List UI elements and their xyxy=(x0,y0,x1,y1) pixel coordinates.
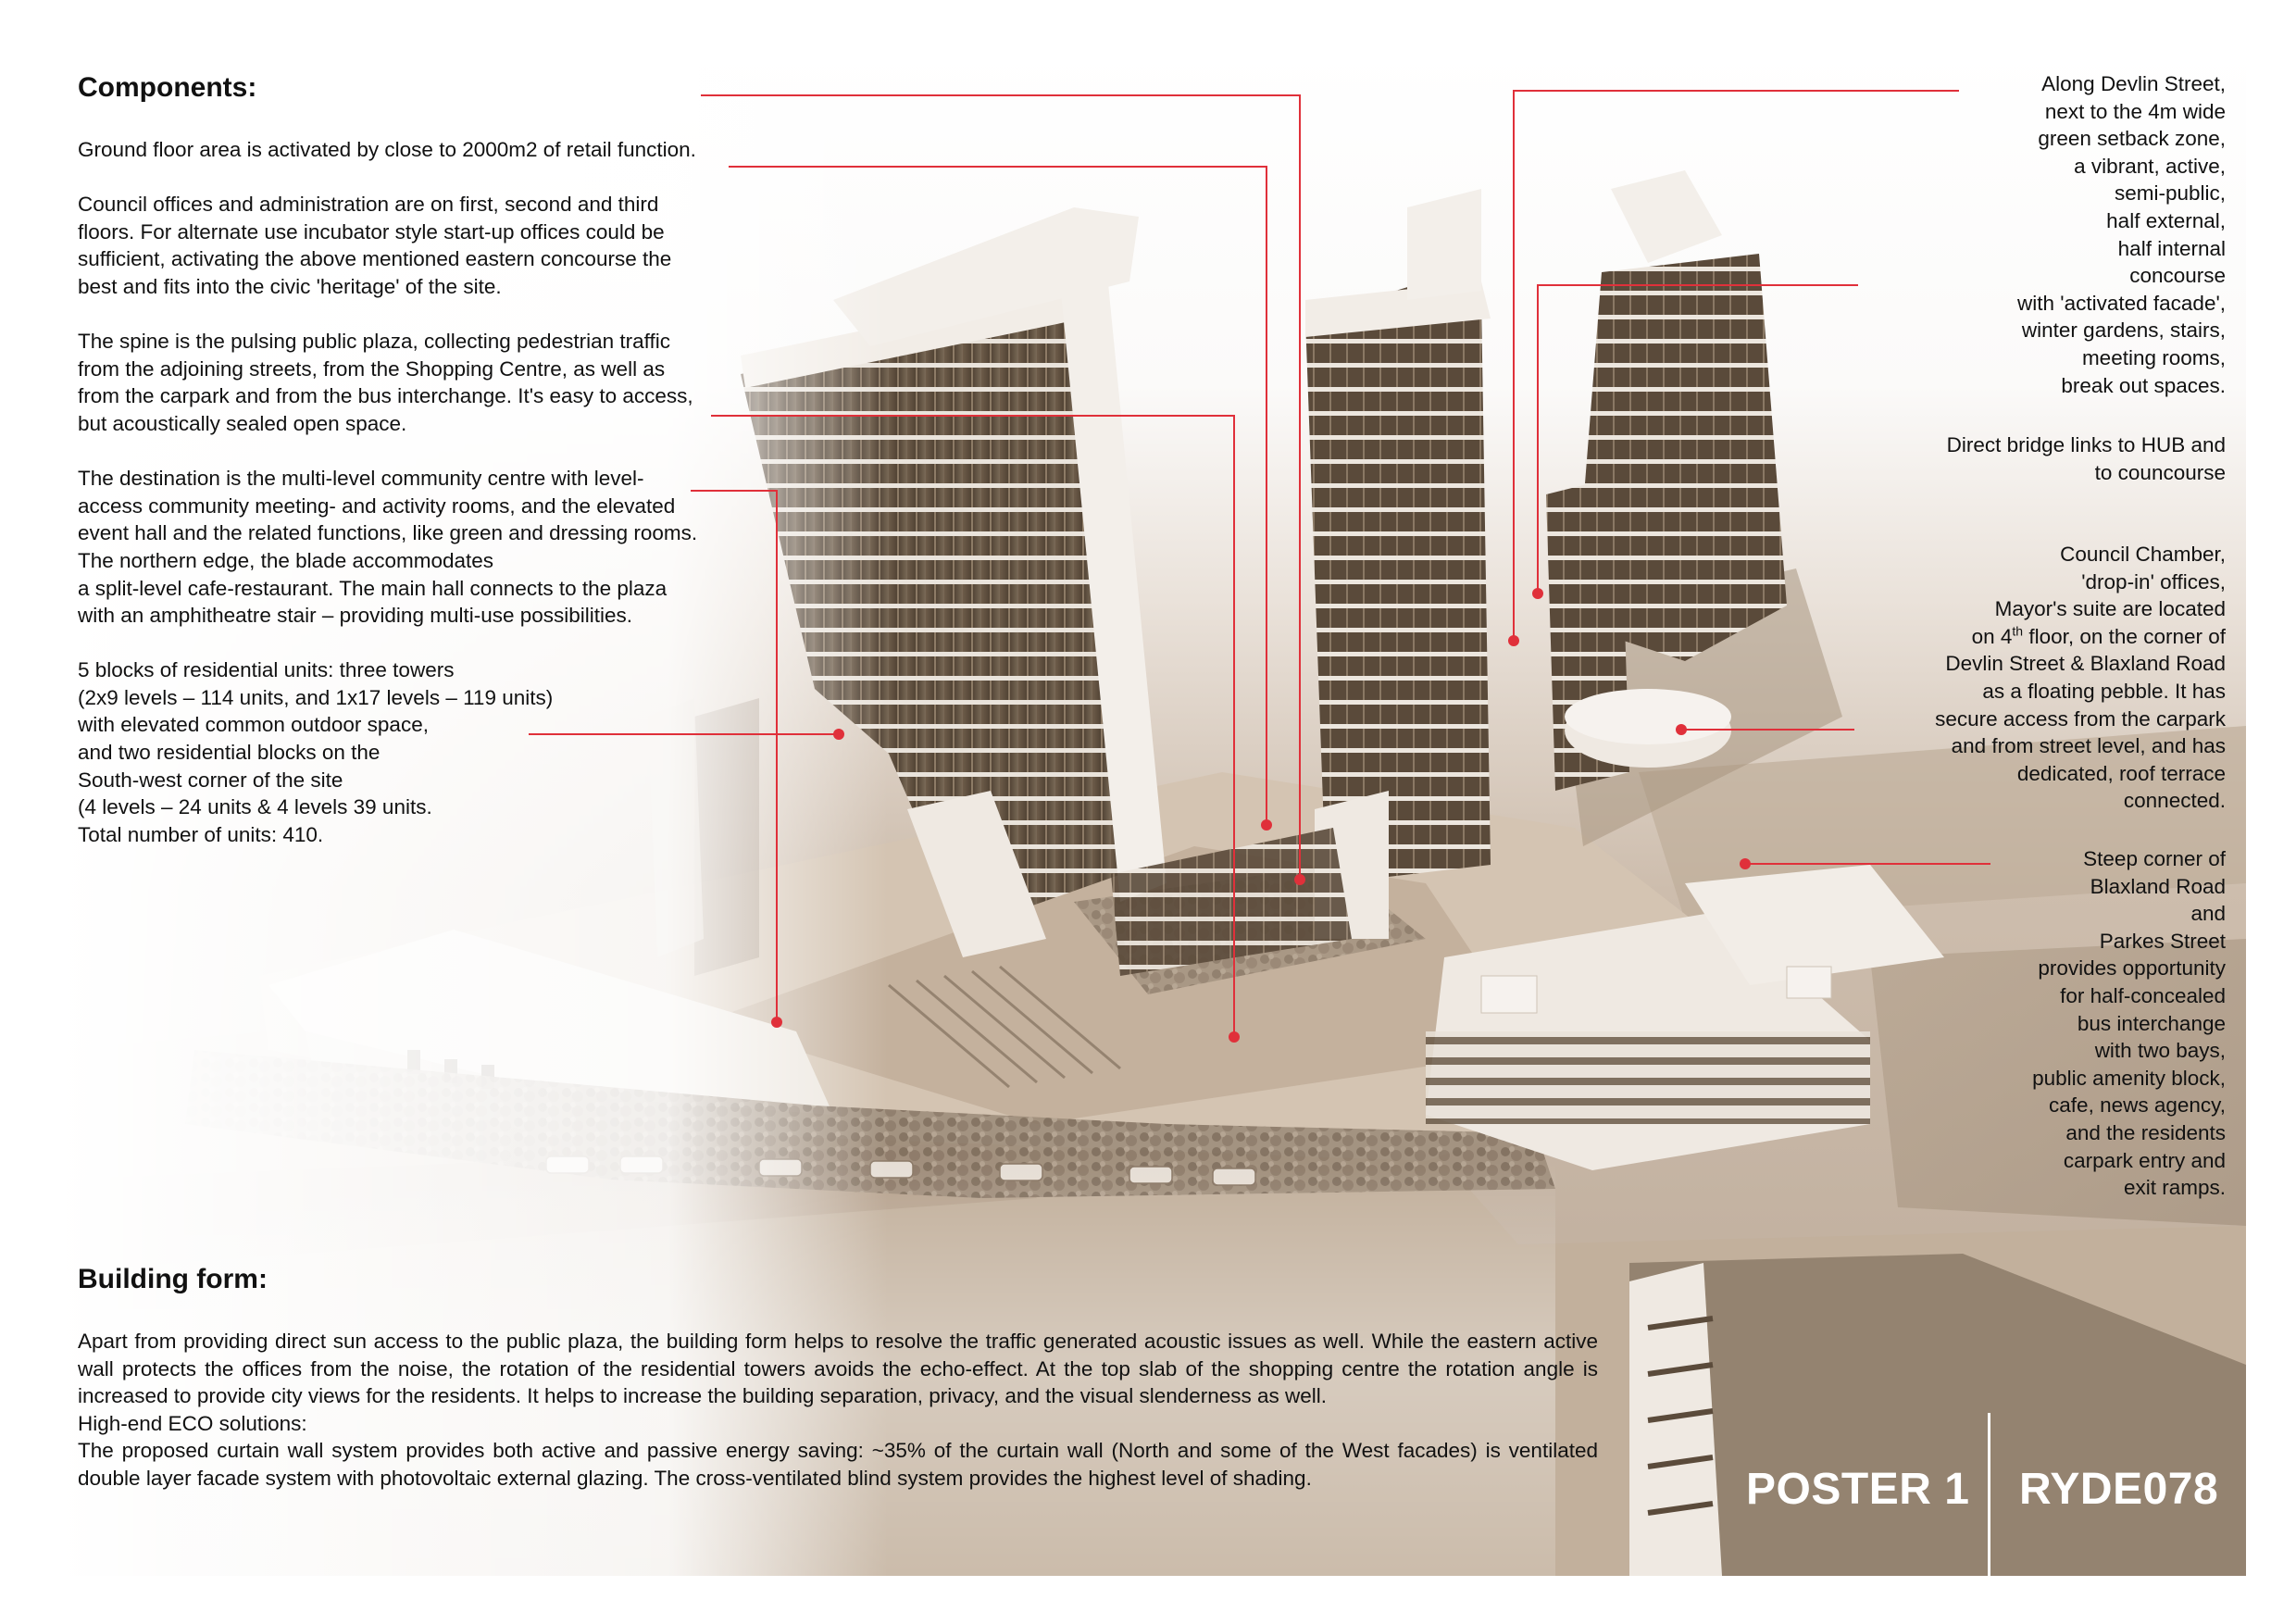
components-residential-line-1: 5 blocks of residential units: three towers xyxy=(78,658,455,682)
ordinal-superscript: th xyxy=(2012,623,2024,639)
annotation-bus-interchange xyxy=(1837,845,2226,1202)
leader-line-council-offices xyxy=(729,167,1267,825)
poster-number: POSTER 1 xyxy=(1746,1465,1970,1514)
components-council-offices: Council offices and administration are on first, second and third floors. For alternate use incubator style start-up offices could be sufficient, activating the above mentioned eastern concourse the best and fits into the civic 'heritage' of the site. xyxy=(78,193,672,298)
devlin-line: with 'activated facade', xyxy=(2017,291,2226,315)
steep-line: public amenity block, xyxy=(2032,1066,2226,1090)
components-residential-line-2: (2x9 levels – 114 units, and 1x17 levels – 119 units) xyxy=(78,685,554,709)
marker-bus-interchange xyxy=(1740,858,1751,869)
steep-line: Parkes Street xyxy=(2099,929,2226,953)
components-public-plaza: The spine is the pulsing public plaza, collecting pedestrian traffic from the adjoining streets, from the Shopping Centre, as well as from the carpark and from the bus interchange. It's easy to access, but acoustically sealed open space. xyxy=(78,330,693,435)
annotation-bridge-links xyxy=(1837,431,2226,486)
devlin-line: Along Devlin Street, xyxy=(2041,72,2226,95)
steep-line: Blaxland Road xyxy=(2090,874,2226,898)
branding-divider xyxy=(1988,1413,1990,1576)
building-form-text xyxy=(78,1328,1598,1493)
leader-line-bridge-links xyxy=(1538,285,1858,593)
leader-line-public-plaza xyxy=(711,416,1234,1037)
marker-council-chamber xyxy=(1676,724,1687,735)
components-cafe-restaurant: a split-level cafe-restaurant. The main hall connects to the plaza with an amphitheatre stair – providing multi-use possibilities. xyxy=(78,576,668,628)
steep-line: Steep corner of xyxy=(2083,847,2226,870)
chamber-line: 'drop-in' offices, xyxy=(2081,569,2226,593)
devlin-line: a vibrant, active, xyxy=(2074,154,2226,178)
steep-line: with two bays, xyxy=(2094,1039,2226,1063)
devlin-line: winter gardens, stairs, xyxy=(2021,319,2226,343)
building-form-paragraph: Apart from providing direct sun access to the public plaza, the building form helps to resolve the traffic generated acoustic issues as well. While the eastern active wall protects the offices from the noise, the rotation of the residential towers avoids the echo-effect. At the top slab of the shopping centre the rotation angle is increased to provide city views for the residents. It helps to increase the building separation, privacy, and the visual slenderness as well. xyxy=(78,1330,1598,1408)
chamber-line xyxy=(1837,623,2226,651)
eco-solutions-subheading: High-end ECO solutions: xyxy=(78,1411,307,1435)
steep-line: for half-concealed xyxy=(2060,983,2226,1007)
components-retail: Ground floor area is activated by close to 2000m2 of retail function. xyxy=(78,138,696,161)
chamber-line: connected. xyxy=(2123,789,2226,813)
devlin-line: green setback zone, xyxy=(2038,127,2226,151)
components-residential-line-5: South-west corner of the site xyxy=(78,768,343,792)
bridge-line: Direct bridge links to HUB and xyxy=(1946,433,2226,456)
bridge-line: to councourse xyxy=(2094,460,2226,484)
chamber-line: Council Chamber, xyxy=(2060,543,2226,566)
marker-devlin-concourse xyxy=(1508,635,1519,646)
annotation-council-chamber xyxy=(1837,541,2226,815)
chamber-line: as a floating pebble. It has xyxy=(1982,679,2226,703)
eco-solutions-paragraph: The proposed curtain wall system provides both active and passive energy saving: ~35% of the curtain wall (North and some of the West facades) is ventilated double layer facade system with photovoltaic external glazing. The cross-ventilated blind system provides the highest level of shading. xyxy=(78,1439,1598,1490)
chamber-line-suffix: floor, on the corner of xyxy=(2023,624,2226,648)
components-residential-line-4: and two residential blocks on the xyxy=(78,741,381,765)
devlin-line: concourse xyxy=(2129,264,2226,288)
steep-line: cafe, news agency, xyxy=(2049,1093,2226,1118)
chamber-line: and from street level, and has xyxy=(1951,734,2226,758)
chamber-line: dedicated, roof terrace xyxy=(2016,761,2226,785)
chamber-line: Devlin Street & Blaxland Road xyxy=(1945,652,2226,676)
devlin-line: half internal xyxy=(2117,236,2226,260)
building-form-heading: Building form: xyxy=(78,1264,268,1294)
marker-retail xyxy=(1294,874,1305,885)
chamber-line-prefix: on 4 xyxy=(1971,624,2013,648)
steep-line: and the residents xyxy=(2065,1120,2226,1144)
chamber-line: Mayor's suite are located xyxy=(1994,597,2226,621)
steep-line: provides opportunity xyxy=(2038,956,2226,981)
components-residential-line-6: (4 levels – 24 units & 4 levels 39 units. xyxy=(78,795,432,819)
chamber-line: secure access from the carpark xyxy=(1935,706,2226,731)
components-community-centre: The destination is the multi-level community centre with level-access community meeting- and activity rooms, and the elevated event hall and the related functions, like green and dressing rooms. The northern edge, the blade accommodates xyxy=(78,467,698,572)
entry-code: RYDE078 xyxy=(2019,1465,2219,1514)
marker-residential-towers xyxy=(833,729,844,740)
devlin-line: break out spaces. xyxy=(2061,373,2226,397)
components-residential-line-7: Total number of units: 410. xyxy=(78,822,324,846)
marker-bridge-links xyxy=(1532,588,1543,599)
steep-line: carpark entry and xyxy=(2063,1148,2226,1172)
steep-line: bus interchange xyxy=(2077,1011,2226,1035)
poster xyxy=(56,50,2246,1576)
components-residential-line-3: with elevated common outdoor space, xyxy=(78,713,429,737)
steep-line: exit ramps. xyxy=(2123,1176,2226,1200)
devlin-line: semi-public, xyxy=(2114,181,2226,206)
annotation-devlin-concourse xyxy=(1837,70,2226,399)
devlin-line: half external, xyxy=(2106,208,2226,232)
steep-line: and xyxy=(2190,902,2226,926)
components-text xyxy=(78,136,707,848)
leader-line-retail xyxy=(701,95,1300,880)
devlin-line: next to the 4m wide xyxy=(2044,99,2226,123)
marker-community-centre xyxy=(771,1017,782,1028)
devlin-line: meeting rooms, xyxy=(2081,345,2226,369)
components-heading: Components: xyxy=(78,72,257,103)
marker-council-offices xyxy=(1261,819,1272,831)
marker-public-plaza xyxy=(1229,1031,1240,1043)
